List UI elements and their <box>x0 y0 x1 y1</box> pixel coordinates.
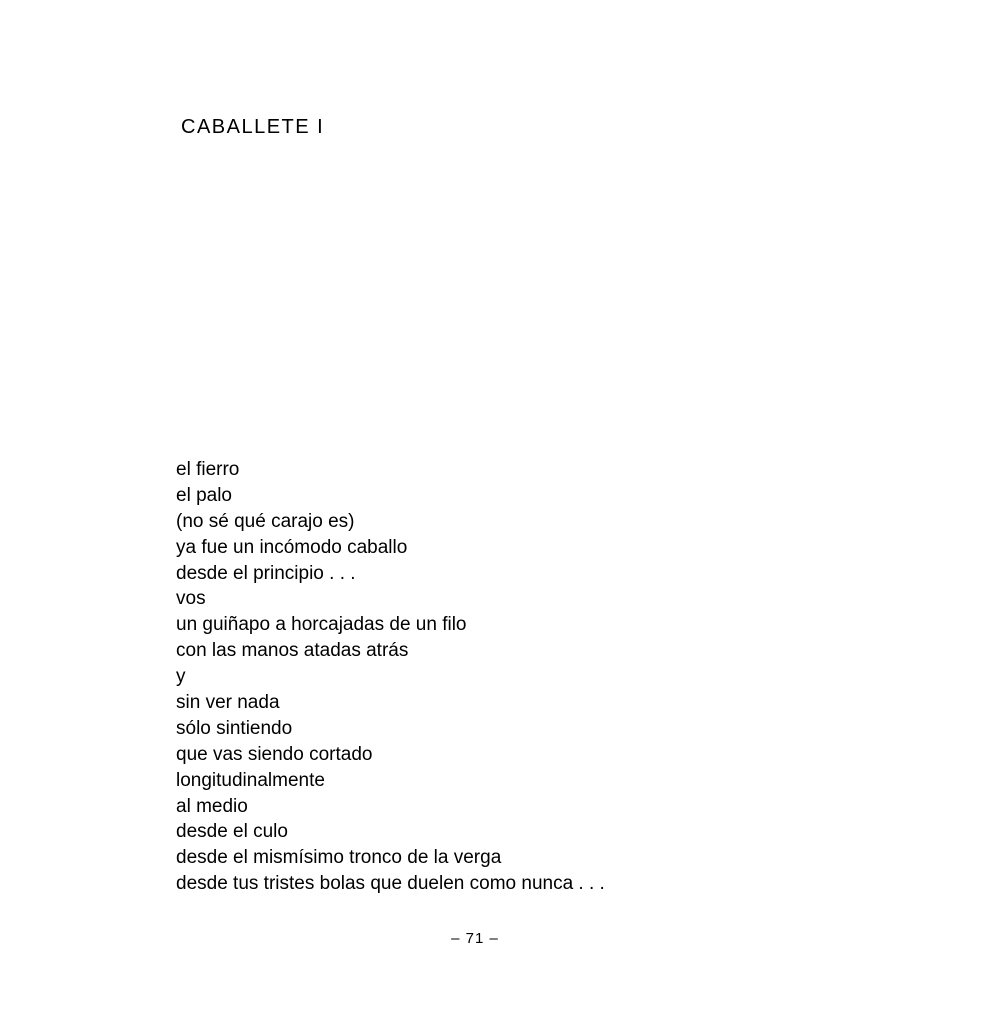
page-number: – 71 – <box>451 930 499 947</box>
poem-line: sin ver nada <box>176 692 280 714</box>
poem-line: vos <box>176 588 206 610</box>
poem-line: sólo sintiendo <box>176 717 293 739</box>
poem-line: que vas siendo cortado <box>176 743 373 765</box>
poem-body <box>176 457 605 897</box>
poem-line: el palo <box>176 484 232 506</box>
poem-line: desde el culo <box>176 821 288 843</box>
poem-line: desde el principio . . . <box>176 562 356 584</box>
poem-title: CABALLETE I <box>181 116 325 138</box>
poem-line: longitudinalmente <box>176 769 325 791</box>
poem-line: el fierro <box>176 459 240 480</box>
poem-line: un guiñapo a horcajadas de un filo <box>176 614 467 636</box>
poem-line: al medio <box>176 795 248 817</box>
poem-line: (no sé qué carajo es) <box>176 510 355 532</box>
poem-line: ya fue un incómodo caballo <box>176 536 408 558</box>
poem-line: y <box>176 666 186 688</box>
poem-line: con las manos atadas atrás <box>176 640 409 662</box>
poem-line: desde el mismísimo tronco de la verga <box>176 847 502 869</box>
poem-line: desde tus tristes bolas que duelen como nunca . . . <box>176 873 605 895</box>
